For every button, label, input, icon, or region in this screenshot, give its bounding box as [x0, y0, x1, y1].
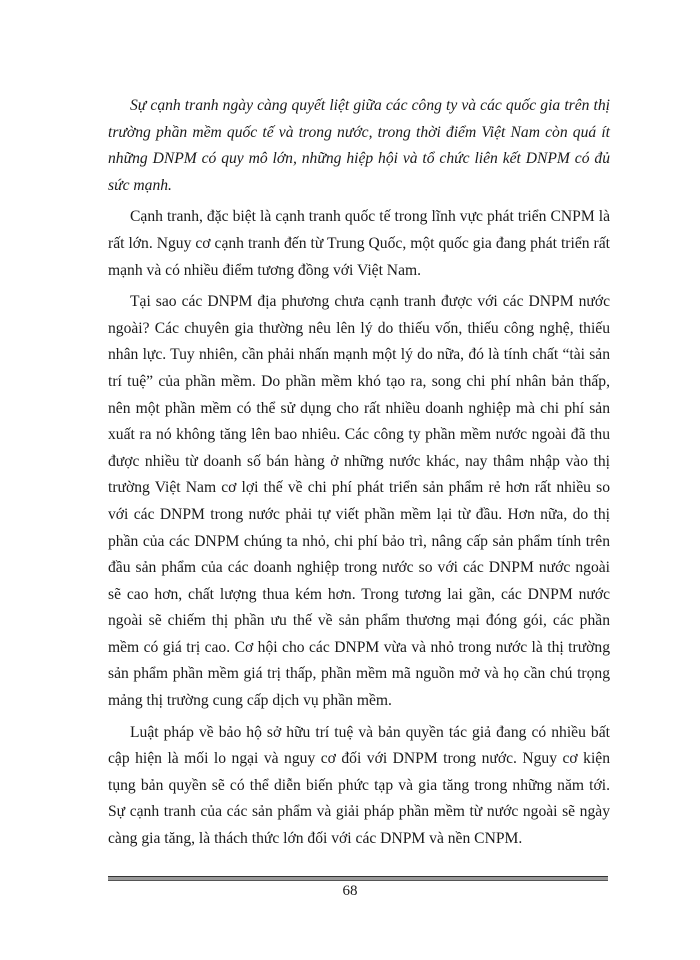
paragraph-copyright-law: Luật pháp về bảo hộ sở hữu trí tuệ và bản quyền tác giả đang có nhiều bất cập hiện là mối lo ngại và nguy cơ đối với DNPM trong nước. Nguy cơ kiện tụng bản quyền sẽ có thể diễn biến phức tạp và gia tăng trong những năm tới. Sự cạnh tranh của các sản phẩm và giải pháp phần mềm từ nước ngoài sẽ ngày càng gia tăng, là thách thức lớn đối với các DNPM và nền CNPM.	[108, 723, 610, 848]
page-number: 68	[342, 883, 358, 899]
paragraph-competition: Cạnh tranh, đặc biệt là cạnh tranh quốc tế trong lĩnh vực phát triển CNPM là rất lớn. Nguy cơ cạnh tranh đến từ Trung Quốc, một quốc gia đang phát triển rất mạnh và có nhiều điểm tương đồng với Việt Nam.	[108, 208, 610, 279]
body-text	[108, 93, 610, 853]
footer-divider	[108, 876, 608, 881]
paragraph-local-vs-foreign: Tại sao các DNPM địa phương chưa cạnh tranh được với các DNPM nước ngoài? Các chuyên gia thường nêu lên lý do thiếu vốn, thiếu công nghệ, thiếu nhân lực. Tuy nhiên, cần phải nhấn mạnh một lý do nữa, đó là tính chất “tài sản trí tuệ” của phần mềm. Do phần mềm khó tạo ra, song chi phí nhân bản thấp, nên một phần mềm có thể sử dụng cho rất nhiều doanh nghiệp mà chi phí sản xuất ra nó không tăng lên bao nhiêu. Các công ty phần mềm nước ngoài đã thu được nhiều từ doanh số bán hàng ở những nước khác, nay thâm nhập vào thị trường Việt Nam cơ lợi thế về chi phí phát triển sản phẩm rẻ hơn rất nhiều so với các DNPM trong nước phải tự viết phần mềm lại từ đầu. Hơn nữa, do thị phần của các DNPM chúng ta nhỏ, chi phí bảo trì, nâng cấp sản phẩm tính trên đầu sản phẩm của các doanh nghiệp trong nước so với các DNPM nước ngoài sẽ cao hơn, chất lượng thua kém hơn. Trong tương lai gần, các DNPM nước ngoài sẽ chiếm thị phần ưu thế về sản phẩm thương mại đóng gói, các phần mềm có giá trị cao. Cơ hội cho các DNPM vừa và nhỏ trong nước là thị trường sản phẩm phần mềm giá trị thấp, phần mềm mã nguồn mở và họ cần chú trọng mảng thị trường cung cấp dịch vụ phần mềm.	[108, 293, 610, 710]
paragraph-italic-intro: Sự cạnh tranh ngày càng quyết liệt giữa các công ty và các quốc gia trên thị trường phần mềm quốc tế và trong nước, trong thời điểm Việt Nam còn quá ít những DNPM có quy mô lớn, những hiệp hội và tổ chức liên kết DNPM có đủ sức mạnh.	[108, 97, 610, 194]
